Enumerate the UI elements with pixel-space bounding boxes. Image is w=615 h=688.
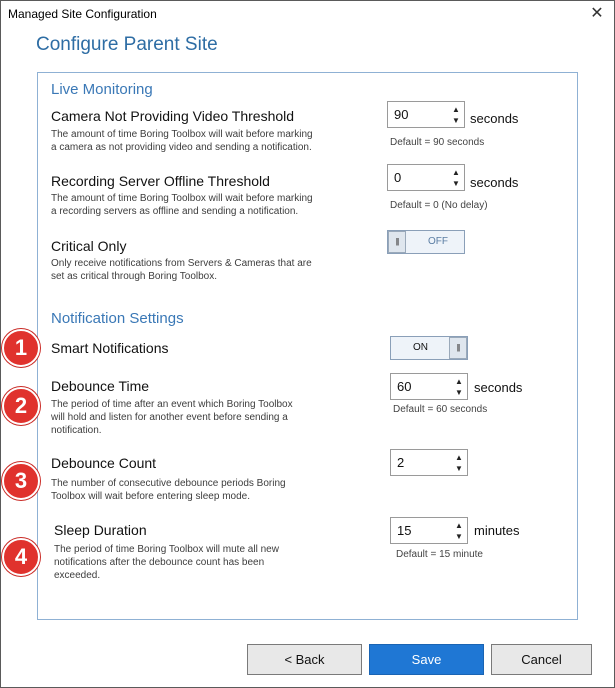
notification-settings-title: Notification Settings [51,310,184,327]
debounce-time-default: Default = 60 seconds [393,404,488,415]
debounce-count-label: Debounce Count [51,455,157,471]
camera-threshold-description: The amount of time Boring Toolbox will wait before marking a camera as not providing video and sending a notification. [51,129,313,153]
server-threshold-stepper[interactable] [387,164,465,191]
increment-arrow-icon[interactable]: ▲ [455,521,463,530]
sleep-duration-stepper[interactable] [390,517,468,544]
decrement-arrow-icon[interactable]: ▼ [455,532,463,541]
step-badge-4: 4 [2,538,40,576]
decrement-arrow-icon[interactable]: ▼ [455,464,463,473]
window-title: Managed Site Configuration [8,7,157,21]
sleep-duration-label: Sleep Duration [54,522,147,538]
decrement-arrow-icon[interactable]: ▼ [452,179,460,188]
debounce-time-stepper[interactable] [390,373,468,400]
critical-only-description: Only receive notifications from Servers & Cameras that are set as critical through Boring Toolbox. [51,258,312,282]
decrement-arrow-icon[interactable]: ▼ [452,116,460,125]
title-bar [1,1,614,28]
debounce-time-unit: seconds [474,380,523,395]
sleep-duration-value[interactable]: 15 [397,523,412,538]
increment-arrow-icon[interactable]: ▲ [455,453,463,462]
server-threshold-label: Recording Server Offline Threshold [51,173,270,189]
increment-arrow-icon[interactable]: ▲ [455,377,463,386]
sleep-duration-description: The period of time Boring Toolbox will mute all new notifications after the debounce count has been exceeded. [54,544,279,581]
debounce-time-value[interactable]: 60 [397,379,412,394]
toggle-grip-icon: ||| [449,337,467,359]
debounce-time-label: Debounce Time [51,378,150,394]
debounce-count-value[interactable]: 2 [397,455,405,470]
smart-notifications-toggle[interactable] [390,336,468,360]
sleep-duration-unit: minutes [474,523,520,538]
step-badge-1: 1 [2,329,40,367]
camera-threshold-stepper[interactable] [387,101,465,128]
step-badge-2: 2 [2,387,40,425]
live-monitoring-title: Live Monitoring [51,81,153,98]
server-threshold-description: The amount of time Boring Toolbox will wait before marking a recording servers as offline and sending a notification. [51,193,313,217]
critical-only-label: Critical Only [51,238,127,254]
save-button[interactable]: Save [369,644,484,675]
server-threshold-unit: seconds [470,175,519,190]
increment-arrow-icon[interactable]: ▲ [452,105,460,114]
camera-threshold-label: Camera Not Providing Video Threshold [51,108,295,124]
smart-notifications-label: Smart Notifications [51,340,169,356]
camera-threshold-value[interactable]: 90 [394,107,409,122]
decrement-arrow-icon[interactable]: ▼ [455,388,463,397]
debounce-count-stepper[interactable] [390,449,468,476]
back-button[interactable]: < Back [247,644,362,675]
sleep-duration-default: Default = 15 minute [396,549,483,560]
cancel-button[interactable]: Cancel [491,644,592,675]
server-threshold-default: Default = 0 (No delay) [390,200,488,211]
server-threshold-value[interactable]: 0 [394,170,402,185]
critical-only-state: OFF [428,236,448,247]
camera-threshold-default: Default = 90 seconds [390,137,485,148]
increment-arrow-icon[interactable]: ▲ [452,168,460,177]
toggle-grip-icon: ||| [388,231,406,253]
debounce-time-description: The period of time after an event which Boring Toolbox will hold and listen for another event before sending a notification. [51,399,293,436]
critical-only-toggle[interactable] [387,230,465,254]
debounce-count-description: The number of consecutive debounce periods Boring Toolbox will wait before entering sleep mode. [51,478,286,502]
close-icon[interactable]: ✕ [590,5,604,22]
page-title: Configure Parent Site [36,34,218,55]
camera-threshold-unit: seconds [470,111,519,126]
step-badge-3: 3 [2,462,40,500]
smart-notifications-state: ON [413,342,428,353]
